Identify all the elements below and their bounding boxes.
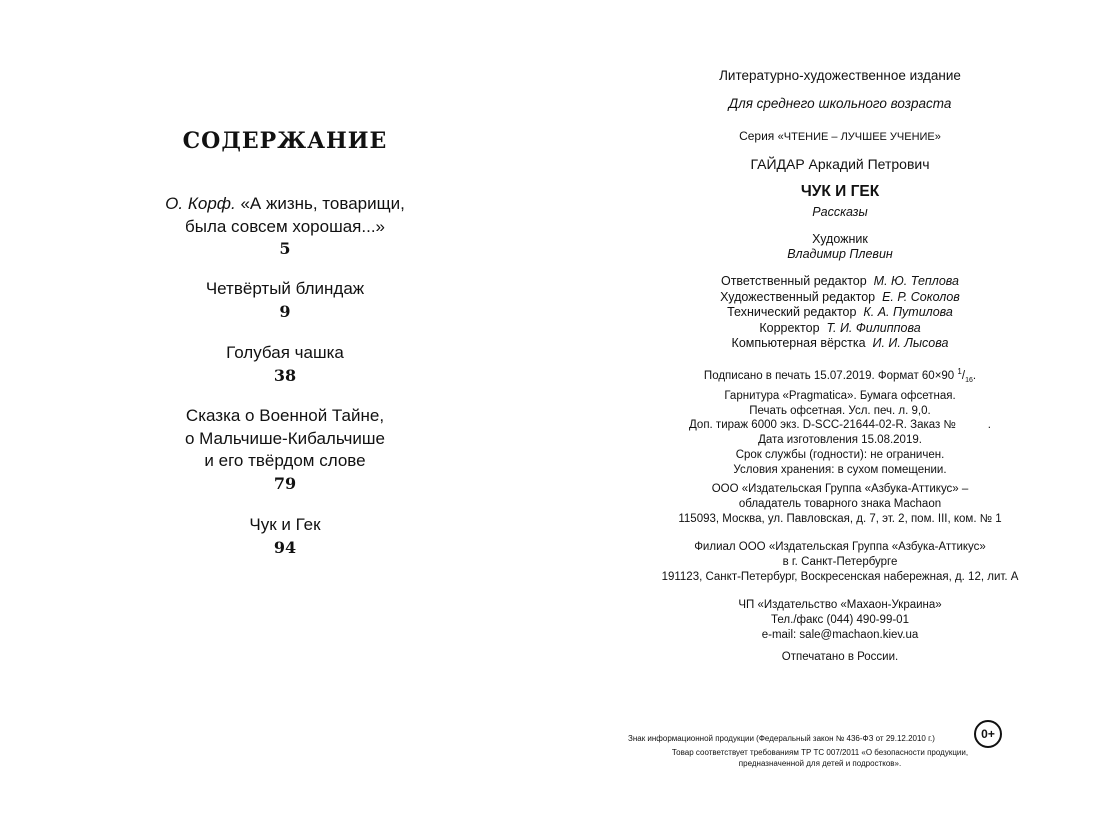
ukraine-line: ЧП «Издательство «Махаон-Украина» xyxy=(738,599,942,611)
editor-name: М. Ю. Теплова xyxy=(873,274,959,288)
toc-entry-page-number: 5 xyxy=(279,239,291,258)
print-signed: Подписано в печать 15.07.2019. Формат 60×90 xyxy=(703,370,955,382)
toc-entry-title-line: «А жизнь, товарищи, xyxy=(240,194,405,213)
editor-name: И. И. Лысова xyxy=(872,336,949,350)
publisher-line: обладатель товарного знака Machaon xyxy=(738,497,942,510)
print-info-line: Дата изготовления 15.08.2019. xyxy=(758,434,922,447)
editor-name: Т. И. Филиппова xyxy=(826,320,921,335)
ukraine-line: e-mail: sale@machaon.kiev.ua xyxy=(761,628,919,641)
editor-row xyxy=(580,290,1100,306)
publisher-line: ООО «Издательская Группа «Азбука-Аттикус» – xyxy=(711,483,969,495)
publisher-line: 115093, Москва, ул. Павловская, д. 7, эт. 2, пом. III, ком. № 1 xyxy=(678,512,1002,525)
toc-entry-title-line: Голубая чашка xyxy=(226,343,344,362)
audience: Для среднего школьного возраста xyxy=(728,96,952,111)
editors-list xyxy=(580,274,1100,352)
contents-heading: СОДЕРЖАНИЕ xyxy=(182,128,388,154)
format-fraction-denominator: 16 xyxy=(965,377,973,384)
book-title: ЧУК И ГЕК xyxy=(800,183,880,200)
toc-entry-title-line: Сказка о Военной Тайне, xyxy=(185,406,385,425)
printed-in: Отпечатано в России. xyxy=(781,651,899,663)
branch-line: Филиал ООО «Издательская Группа «Азбука-Аттикус» xyxy=(694,541,986,553)
print-info-line: Печать офсетная. Усл. печ. л. 9,0. xyxy=(749,404,931,417)
toc-entry xyxy=(0,514,570,559)
editor-row xyxy=(580,336,1100,352)
branch-block xyxy=(580,540,1100,584)
age-rating-badge: 0+ xyxy=(974,720,1002,748)
series-prefix: Серия xyxy=(739,129,775,143)
publisher-block xyxy=(580,482,1100,526)
toc-entry-page-number: 9 xyxy=(279,301,291,321)
toc-entry-title-line: была совсем хорошая...» xyxy=(185,216,385,236)
print-info-line: Доп. тираж 6000 экз. D-SCC-21644-02-R. Заказ № . xyxy=(689,419,991,432)
toc-entry-author: О. Корф. xyxy=(165,194,236,213)
toc-entry xyxy=(0,405,570,495)
toc-entry xyxy=(0,342,570,387)
author-name: ГАЙДАР Аркадий Петрович xyxy=(750,156,930,172)
edition-type: Литературно-художественное издание xyxy=(719,68,961,83)
toc-entry-page-number: 79 xyxy=(273,473,297,493)
toc-entry-title-line: Четвёртый блиндаж xyxy=(205,279,365,298)
editor-name: К. А. Путилова xyxy=(863,305,953,319)
compliance-note xyxy=(640,747,1000,769)
print-info xyxy=(580,365,1100,478)
editor-row xyxy=(580,321,1100,337)
toc-entry-title-line: о Мальчише-Кибальчише xyxy=(184,428,385,448)
imprint-page xyxy=(580,0,1100,825)
toc-entry-page-number: 38 xyxy=(273,365,297,385)
toc-entry-title-line: и его твёрдом слове xyxy=(204,451,366,470)
series-name: «ЧТЕНИЕ – ЛУЧШЕЕ УЧЕНИЕ» xyxy=(777,131,941,143)
ukraine-block xyxy=(580,598,1100,642)
editor-role: Корректор xyxy=(759,320,820,335)
series xyxy=(580,126,1100,147)
editor-row xyxy=(580,274,1100,290)
info-product-sign: Знак информационной продукции (Федеральный закон № 436-ФЗ от 29.12.2010 г.) xyxy=(628,734,935,743)
toc-entry-page-number: 94 xyxy=(273,537,297,557)
editor-name: Е. Р. Соколов xyxy=(882,289,960,304)
editor-role: Компьютерная вёрстка xyxy=(731,336,866,350)
book-subtitle: Рассказы xyxy=(812,205,868,219)
illustrator-name: Владимир Плевин xyxy=(787,247,893,261)
print-signed-line: Подписано в печать 15.07.2019. Формат 60×90 $^1/_{16}$. xyxy=(703,367,977,384)
branch-line: в г. Санкт-Петербурге xyxy=(782,555,898,568)
toc-entry xyxy=(0,278,570,323)
editor-role: Художественный редактор xyxy=(720,289,876,304)
compliance-line: предназначенной для детей и подростков». xyxy=(738,759,902,768)
ukraine-line: Тел./факс (044) 490-99-01 xyxy=(771,613,909,626)
editor-row xyxy=(580,305,1100,321)
compliance-line: Товар соответствует требованиям ТР ТС 007/2011 «О безопасности продукции, xyxy=(671,748,969,757)
editor-role: Технический редактор xyxy=(727,305,857,319)
toc-entry-title-line: Чук и Гек xyxy=(249,515,321,534)
print-info-line: Срок службы (годности): не ограничен. xyxy=(735,448,945,461)
illustrator-label: Художник xyxy=(812,232,868,246)
print-info-line: Гарнитура «Pragmatica». Бумага офсетная. xyxy=(724,389,956,402)
format-fraction-numerator: 1 xyxy=(957,367,962,376)
print-info-line: Условия хранения: в сухом помещении. xyxy=(733,463,947,476)
toc-entry xyxy=(0,193,570,260)
editor-role: Ответственный редактор xyxy=(720,274,867,288)
branch-line: 191123, Санкт-Петербург, Воскресенская набережная, д. 12, лит. А xyxy=(661,570,1019,583)
